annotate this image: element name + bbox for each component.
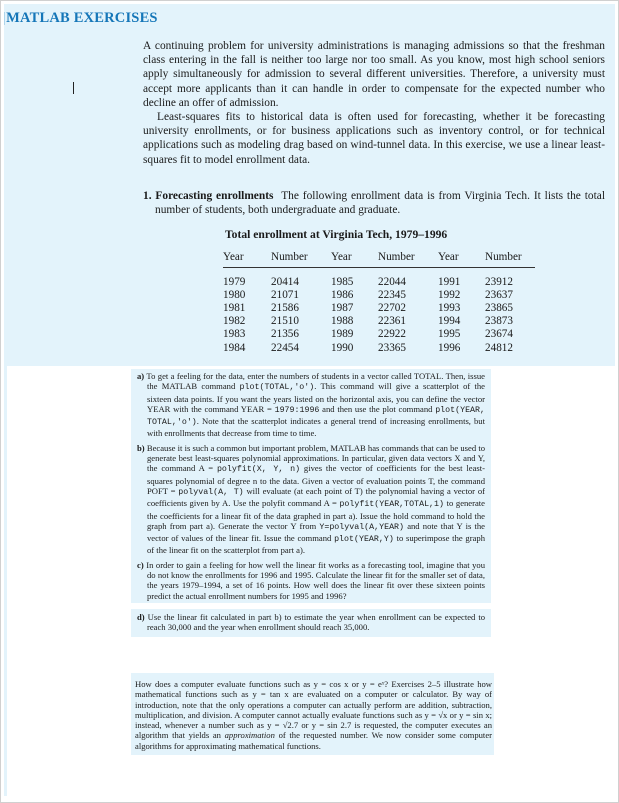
part-b-text: Because it is such a common but important problem, MATLAB has commands that can be used to generate best least-squares polynomial approximations. In particular, given data vectors X and Y, the command A = [146, 442, 486, 474]
table-row [223, 341, 535, 354]
section-title-text: MATLAB EXERCISES [6, 10, 158, 26]
code-snippet: polyfit(X, Y, n) [216, 465, 301, 475]
part-a [131, 369, 491, 441]
table-header-row [223, 249, 535, 268]
table-cell: 21356 [271, 328, 299, 341]
table-cell: 1987 [331, 301, 354, 314]
part-label: b) [137, 442, 145, 453]
table-cell: 20414 [271, 275, 299, 288]
intro-paragraph-2: Least-squares fits to historical data is often used for forecasting, whether it be forecasting university enrollments, or for business applications such as inventory control, or for technical applications such as modeling drag based on wind-tunnel data. In this exercise, we use a linear least-squares fit to model enrollment data. [143, 111, 605, 166]
part-b-text: to generate the coefficients for a linear fit of the data graphed in part a). Issue the hold command to hold the graph from part a). Generate the vector Y from [147, 498, 485, 531]
table-row [223, 301, 535, 314]
table-row [223, 328, 535, 341]
table-cell: 22922 [378, 328, 406, 341]
table-cell: 1993 [438, 301, 461, 314]
table-cell: 1991 [438, 275, 461, 288]
part-label: a) [137, 371, 145, 381]
table-cell: 1980 [223, 288, 246, 301]
table-row [223, 288, 535, 301]
text-cursor [73, 82, 74, 94]
table-cell: 21071 [271, 288, 299, 301]
part-c-text: In order to gain a feeling for how well the linear fit works as a forecasting tool, imagine that you do not know the enrollments for 1996 and 1995. Calculate the linear fit for the smaller set of data, the years 1979–1994, a set of 16 points. How well does the linear fit over these sixteen points predict the actual enrollment numbers for 1995 and 1996? [146, 559, 485, 601]
table-cell: 23912 [485, 275, 513, 288]
col-header: Year [223, 249, 271, 268]
table-cell: 22044 [378, 275, 406, 288]
table-cell: 1983 [223, 328, 246, 341]
table-cell: 1996 [438, 341, 461, 354]
table-cell: 1992 [438, 288, 461, 301]
part-d [131, 609, 491, 637]
col-header: Number [378, 249, 438, 268]
part-c [131, 558, 491, 603]
problem-text: The following enrollment data is from Virginia Tech. It lists the total number of students, both undergraduate and graduate. [155, 190, 605, 217]
part-b [131, 441, 491, 558]
part-b-text: to superimpose the graph of the linear fit on the scatterplot from part a). [147, 533, 485, 556]
table-cell: 1979 [223, 275, 246, 288]
code-snippet: polyval(A, T) [178, 487, 244, 497]
table-cell: 23637 [485, 288, 513, 301]
closing-text: of the requested number. We now consider some computer algorithms for approximating mathematical functions. [135, 730, 492, 751]
table-cell: 1990 [331, 341, 354, 354]
col-header: Year [438, 249, 485, 268]
table-cell: 1988 [331, 315, 354, 328]
col-header: Number [485, 249, 535, 268]
code-snippet: plot(YEAR, TOTAL,'o') [147, 405, 485, 428]
title-bar-mark: | [3, 10, 7, 26]
section-title [3, 10, 158, 27]
table-cell: 1985 [331, 275, 354, 288]
code-snippet: Y=polyval(A,YEAR) [319, 522, 405, 532]
closing-paragraph [131, 673, 494, 755]
code-snippet: plot(TOTAL,'o') [239, 383, 315, 393]
table-cell: 1982 [223, 315, 246, 328]
highlight-edge [4, 366, 7, 796]
part-a-text: . This command will give a scatterplot of the sixteen data points. If you want the years listed on the horizontal axis, you can define the vector YEAR with the command YEAR = [147, 381, 485, 414]
table-cell: 1984 [223, 341, 246, 354]
col-header: Number [271, 249, 331, 268]
problem-heading: 1. Forecasting enrollments [143, 190, 274, 202]
closing-text: How does a computer evaluate functions such as y = cos x or y = eˣ? Exercises 2–5 illustrate how mathematical functions such as y = tan x are evaluated on a computer or calculator. By way of introduction, note that the only operations a computer can actually perform are addition, subtraction, multiplication, and division. A computer cannot actually evaluate functions such as y = √x or y = sin x; instead, whenever a number such as y = √2.7 or y = sin 2.7 is requested, the computer executes an algorithm that yields an [135, 679, 492, 741]
code-snippet: polyfit(YEAR,TOTAL,1) [339, 500, 444, 510]
problem-statement [143, 189, 605, 217]
table-cell: 22345 [378, 288, 406, 301]
table-cell: 1989 [331, 328, 354, 341]
code-snippet: 1979:1996 [274, 405, 320, 415]
table-cell: 1994 [438, 315, 461, 328]
intro-text [143, 39, 605, 167]
table-cell: 24812 [485, 341, 513, 354]
table-row [223, 315, 535, 328]
table-cell: 1986 [331, 288, 354, 301]
table-cell: 23873 [485, 315, 513, 328]
code-snippet: plot(YEAR,Y) [334, 535, 394, 545]
table-cell: 21586 [271, 301, 299, 314]
table-cell: 1981 [223, 301, 246, 314]
table-cell: 22702 [378, 301, 406, 314]
part-b-text: and note that Y is the vector of values of the linear fit. Issue the command [147, 520, 486, 544]
part-d-text: Use the linear fit calculated in part b) to estimate the year when enrollment can be expected to reach 30,000 and the year when enrollment should reach 35,000. [147, 611, 485, 633]
part-label: c) [137, 559, 144, 570]
part-a-text: and then use the plot command [319, 403, 436, 414]
table-cell: 22361 [378, 315, 406, 328]
table-cell: 23365 [378, 341, 406, 354]
table-row [223, 268, 535, 289]
table-title: Total enrollment at Virginia Tech, 1979–1996 [225, 228, 448, 241]
problem-1 [143, 189, 605, 217]
part-a-text: To get a feeling for the data, enter the numbers of students in a vector called TOTAL. Then, issue the MATLAB command [146, 371, 485, 392]
intro-paragraph-1: A continuing problem for university administrations is managing admissions so that the freshman class entering in the fall is neither too large nor too small. As you know, most high school seniors apply simultaneously for admission to several different universities. Therefore, a university must accept more applicants than it can handle in order to compensate for the expected number who decline an offer of admission. [143, 40, 605, 109]
table-cell: 23865 [485, 301, 513, 314]
part-label: d) [137, 611, 145, 622]
closing-emphasis: approximation [224, 730, 275, 741]
part-b-text: gives the vector of coefficients for the best least-squares polynomial of degree n to the data. Given a vector of evaluation points T, the command POFT = [147, 463, 485, 496]
table-cell: 1995 [438, 328, 461, 341]
table-cell: 22454 [271, 341, 299, 354]
part-a-text: . Note that the scatterplot indicates a general trend of increasing enrollments, but with enrollments that decrease from time to time. [147, 416, 485, 439]
table-cell: 21510 [271, 315, 299, 328]
col-header: Year [331, 249, 378, 268]
exercise-parts [131, 369, 491, 637]
enrollment-table [223, 249, 535, 354]
table-cell: 23674 [485, 328, 513, 341]
part-b-text: will evaluate (at each point of T) the polynomial having a vector of coefficients given by A. Use the polyfit command A = [147, 485, 485, 509]
